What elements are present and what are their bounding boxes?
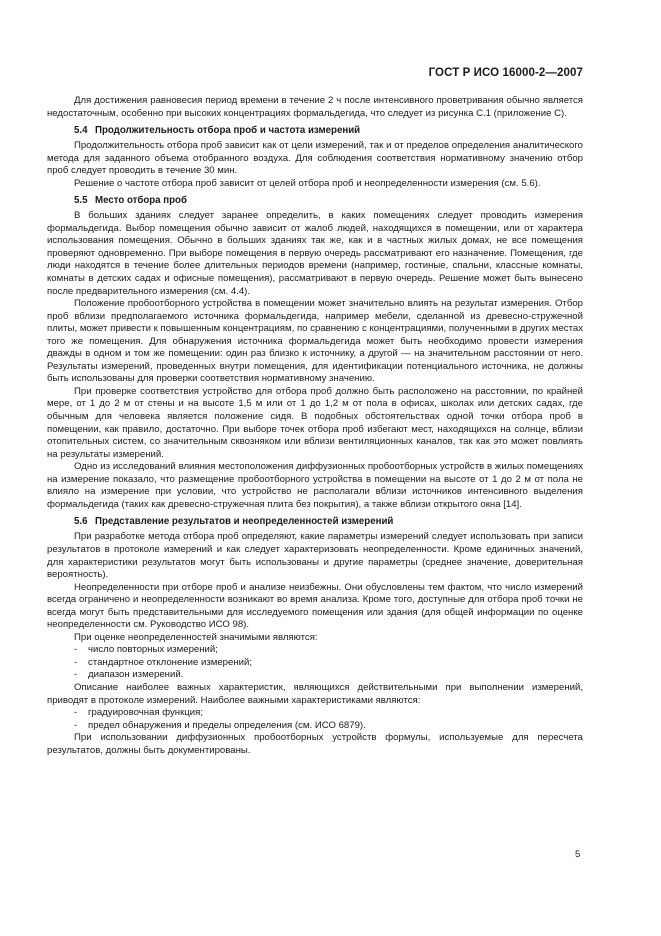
list-bullet: - — [74, 656, 78, 668]
document-code-header: ГОСТ Р ИСО 16000-2—2007 — [428, 67, 583, 79]
list-item-text: число повторных измерений; — [88, 644, 218, 656]
list-item — [47, 707, 583, 720]
paragraph: Положение пробоотборного устройства в помещении может значительно влиять на результат измерения. Отбор проб вблизи предполагаемого источника формальдегида, например мебели, сделанной из древесно-стружечной плиты, может привести к повышенным концентрациям, по сравнению с концентрациями, полученными в других местах того же помещения. Для обнаружения источника формальдегида может быть необходимо провести измерения дважды в одном и том же помещении: один раз близко к источнику, а другой — на значительном расстоянии от него. Результаты измерений, проведенных внутри помещения, для идентификации потенциального источника, не должны быть использованы для проверки соответствия нормативному значению. — [47, 298, 583, 385]
section-title: Место отбора проб — [95, 195, 187, 207]
list-item — [47, 657, 583, 670]
list-item-text: предел обнаружения и пределы определения (см. ИСО 6879). — [88, 719, 366, 731]
list-item — [47, 644, 583, 657]
section-number: 5.5 — [74, 195, 88, 207]
section-title: Продолжительность отбора проб и частота измерений — [95, 125, 361, 137]
list-bullet: - — [74, 719, 78, 731]
section-heading — [47, 194, 583, 207]
list-item-text: стандартное отклонение измерений; — [88, 656, 253, 668]
list-item — [47, 669, 583, 682]
paragraph: В больших зданиях следует заранее определить, в каких помещениях следует проводить измерения формальдегида. Выбор помещения обычно зависит от жалоб людей, находящихся в помещении, или от характера использования помещения. Обычно в больших зданиях так же, как и в частных жилых домах, не все помещения проверяют одновременно. При выборе помещения в первую очередь рассматривают его назначение. Помещения, где люди находятся в течение более длительных периодов времени (например, гостиные, спальни, классные комнаты, комнаты в детских садах и офисные помещения), рассматривают в первую очередь. Решение может быть вынесено после предварительного измерения (см. 4.4). — [47, 210, 583, 297]
list-item-text: градуировочная функция; — [88, 707, 203, 719]
paragraph: При проверке соответствия устройство для отбора проб должно быть расположено на расстоянии, по крайней мере, от 1 до 2 м от стены и на высоте 1,5 м или от 1 до 1,2 м от пола в офисах, школах или детских садах, где обычным для человека является положение сидя. В подобных обстоятельствах одной точки отбора проб в помещении, как правило, достаточно. При выборе точек отбора проб избегают мест, находящихся на солнце, вблизи отопительных систем, со значительным сквозняком или вблизи вентиляционных каналов, так как это может повлиять на результаты измерений. — [47, 385, 583, 460]
paragraph: Неопределенности при отборе проб и анализе неизбежны. Они обусловлены тем фактом, что число измерений всегда ограничено и неопределенности возникают во время анализа. Кроме того, доступные для отбора проб точки не всегда могут быть представительными для исследуемого помещения или здания (для общей информации по оценке неопределенности см. Руководство ИСО 98). — [47, 581, 583, 631]
section-heading — [47, 515, 583, 528]
document-body — [47, 95, 583, 757]
paragraph: Для достижения равновесия период времени в течение 2 ч после интенсивного проветривания обычно является недостаточным, особенно при высоких концентрациях формальдегида, что следует из рисунка С.1 (приложение С). — [47, 95, 583, 119]
paragraph: Решение о частоте отбора проб зависит от целей отбора проб и неопределенности измерения (см. 5.6). — [74, 177, 541, 189]
paragraph: При оценке неопределенностей значимыми являются: — [74, 631, 318, 643]
list-bullet: - — [74, 644, 78, 656]
paragraph: Продолжительность отбора проб зависит как от цели измерений, так и от пределов определения аналитического метода для заданного объема отобранного воздуха. Для соблюдения соответствия нормативному значению отбор проб следует проводить в течение 30 мин. — [47, 140, 583, 177]
list-bullet: - — [74, 707, 78, 719]
page-number: 5 — [575, 849, 581, 860]
list-item-text: диапазон измерений. — [88, 669, 184, 681]
paragraph: При разработке метода отбора проб определяют, какие параметры измерений следует использовать при записи результатов в протоколе измерений и как следует характеризовать неопределенности. Кроме единичных значений, для характеристики результатов могут быть использованы и другие параметры (среднее значение, доверительная вероятность). — [47, 531, 583, 581]
section-title: Представление результатов и неопределенностей измерений — [95, 516, 394, 528]
paragraph: Одно из исследований влияния местоположения диффузионных пробоотборных устройств в жилых помещениях на измерение показало, что размещение пробоотборного устройства в помещении на высоте от 1 до 2 м от пола не влияло на измерение при условии, что устройство не располагали вблизи источников интенсивного выделения формальдегида (таких как древесно-стружечная плита без покрытия), а также вблизи открытого окна [14]. — [47, 461, 583, 510]
paragraph: При использовании диффузионных пробоотборных устройств формулы, используемые для пересчета результатов, должны быть документированы. — [47, 732, 583, 756]
list-item — [47, 720, 583, 733]
paragraph: Описание наиболее важных характеристик, являющихся действительными при выполнении измерений, приводят в протоколе измерений. Наиболее важными характеристиками являются: — [47, 681, 583, 706]
section-heading — [47, 124, 583, 137]
section-number: 5.6 — [74, 516, 88, 528]
section-number: 5.4 — [74, 125, 88, 137]
list-bullet: - — [74, 669, 78, 681]
